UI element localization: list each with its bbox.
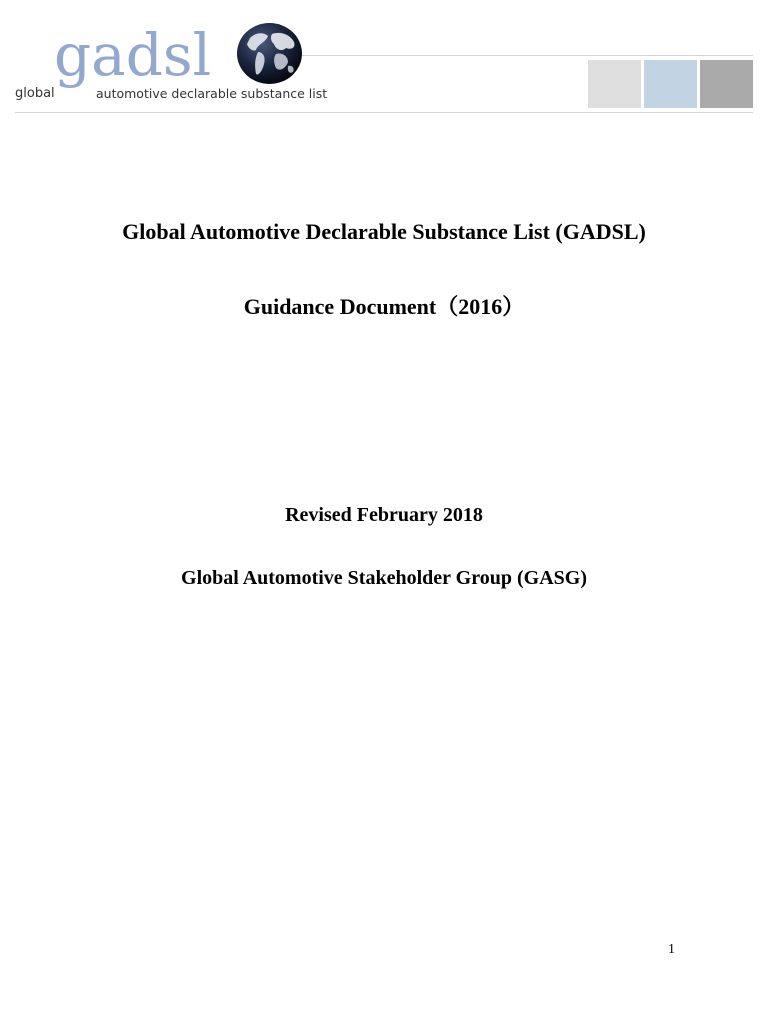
header-box-gray: [700, 60, 753, 108]
header-rule-bottom: [15, 112, 753, 113]
header-box-light-gray: [588, 60, 641, 108]
page-number: 1: [668, 942, 675, 957]
document-header: [0, 0, 768, 120]
document-title: Global Automotive Declarable Substance List (GADSL): [122, 219, 646, 244]
logo-subtitle-global: global: [15, 86, 55, 101]
logo-wordmark: gadsl: [54, 21, 212, 89]
logo-subtitle-list: automotive declarable substance list: [96, 86, 328, 101]
organization-name: Global Automotive Stakeholder Group (GASG): [181, 567, 587, 589]
globe-icon: [236, 22, 303, 85]
header-rule-top: [300, 55, 753, 56]
document-subtitle: Guidance Document（2016）: [243, 294, 525, 319]
revision-date: Revised February 2018: [285, 504, 483, 526]
header-box-light-blue: [644, 60, 697, 108]
